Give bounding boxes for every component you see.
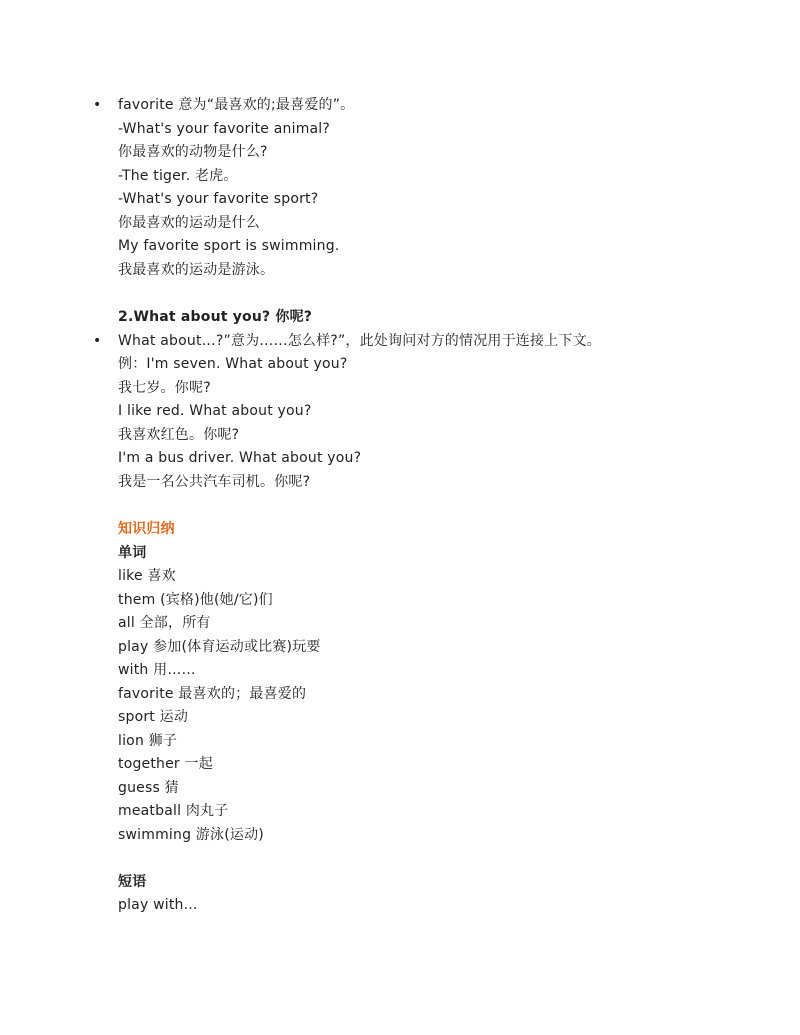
what-about-intro: What about…?”意为……怎么样?”，此处询问对方的情况用于连接上下文。 bbox=[118, 332, 601, 349]
blank-line bbox=[118, 847, 778, 871]
section-summary bbox=[118, 518, 778, 918]
vocab-item: meatball 肉丸子 bbox=[118, 803, 229, 819]
example-line: -The tiger. 老虎。 bbox=[118, 167, 238, 184]
vocab-item: swimming 游泳(运动) bbox=[118, 826, 264, 843]
example-line: 我七岁。你呢? bbox=[118, 379, 211, 396]
bullet-item-what-about bbox=[93, 330, 778, 354]
vocab-item: like 喜欢 bbox=[118, 568, 176, 584]
favorite-intro: favorite 意为“最喜欢的;最喜爱的”。 bbox=[118, 97, 355, 113]
example-line: 我喜欢红色。你呢? bbox=[118, 426, 240, 443]
vocab-item: all 全部，所有 bbox=[118, 615, 211, 631]
bullet-item-favorite bbox=[93, 94, 778, 118]
vocab-item: sport 运动 bbox=[118, 709, 189, 725]
example-line: -What's your favorite animal? bbox=[118, 120, 331, 137]
section-what-about-you bbox=[93, 306, 778, 494]
example-line: 例：I'm seven. What about you? bbox=[118, 356, 348, 372]
example-line: I'm a bus driver. What about you? bbox=[118, 450, 362, 466]
words-heading: 单词 bbox=[118, 544, 147, 561]
vocab-item: together 一起 bbox=[118, 756, 213, 772]
summary-title: 知识归纳 bbox=[118, 521, 175, 537]
vocab-item: lion 狮子 bbox=[118, 732, 178, 749]
example-line: I like red. What about you? bbox=[118, 403, 312, 419]
section-favorite bbox=[93, 94, 778, 282]
example-line: 我最喜欢的运动是游泳。 bbox=[118, 261, 275, 278]
vocab-item: play 参加(体育运动或比赛)玩要 bbox=[118, 638, 321, 655]
example-line: My favorite sport is swimming. bbox=[118, 238, 340, 254]
bullet-icon: • bbox=[93, 97, 102, 113]
bullet-icon: • bbox=[93, 332, 102, 349]
vocab-item: favorite 最喜欢的；最喜爱的 bbox=[118, 685, 307, 702]
example-line: 你最喜欢的运动是什么 bbox=[118, 214, 260, 231]
example-line: 我是一名公共汽车司机。你呢? bbox=[118, 473, 311, 490]
vocab-item: with 用…… bbox=[118, 662, 196, 678]
example-line: -What's your favorite sport? bbox=[118, 191, 319, 207]
section-heading: 2.What about you? 你呢? bbox=[118, 309, 313, 325]
phrase-item: play with... bbox=[118, 897, 198, 913]
phrases-heading: 短语 bbox=[118, 873, 147, 890]
vocab-item: guess 猜 bbox=[118, 779, 179, 796]
vocab-item: them (宾格)他(她/它)们 bbox=[118, 591, 273, 608]
example-line: 你最喜欢的动物是什么? bbox=[118, 144, 268, 160]
